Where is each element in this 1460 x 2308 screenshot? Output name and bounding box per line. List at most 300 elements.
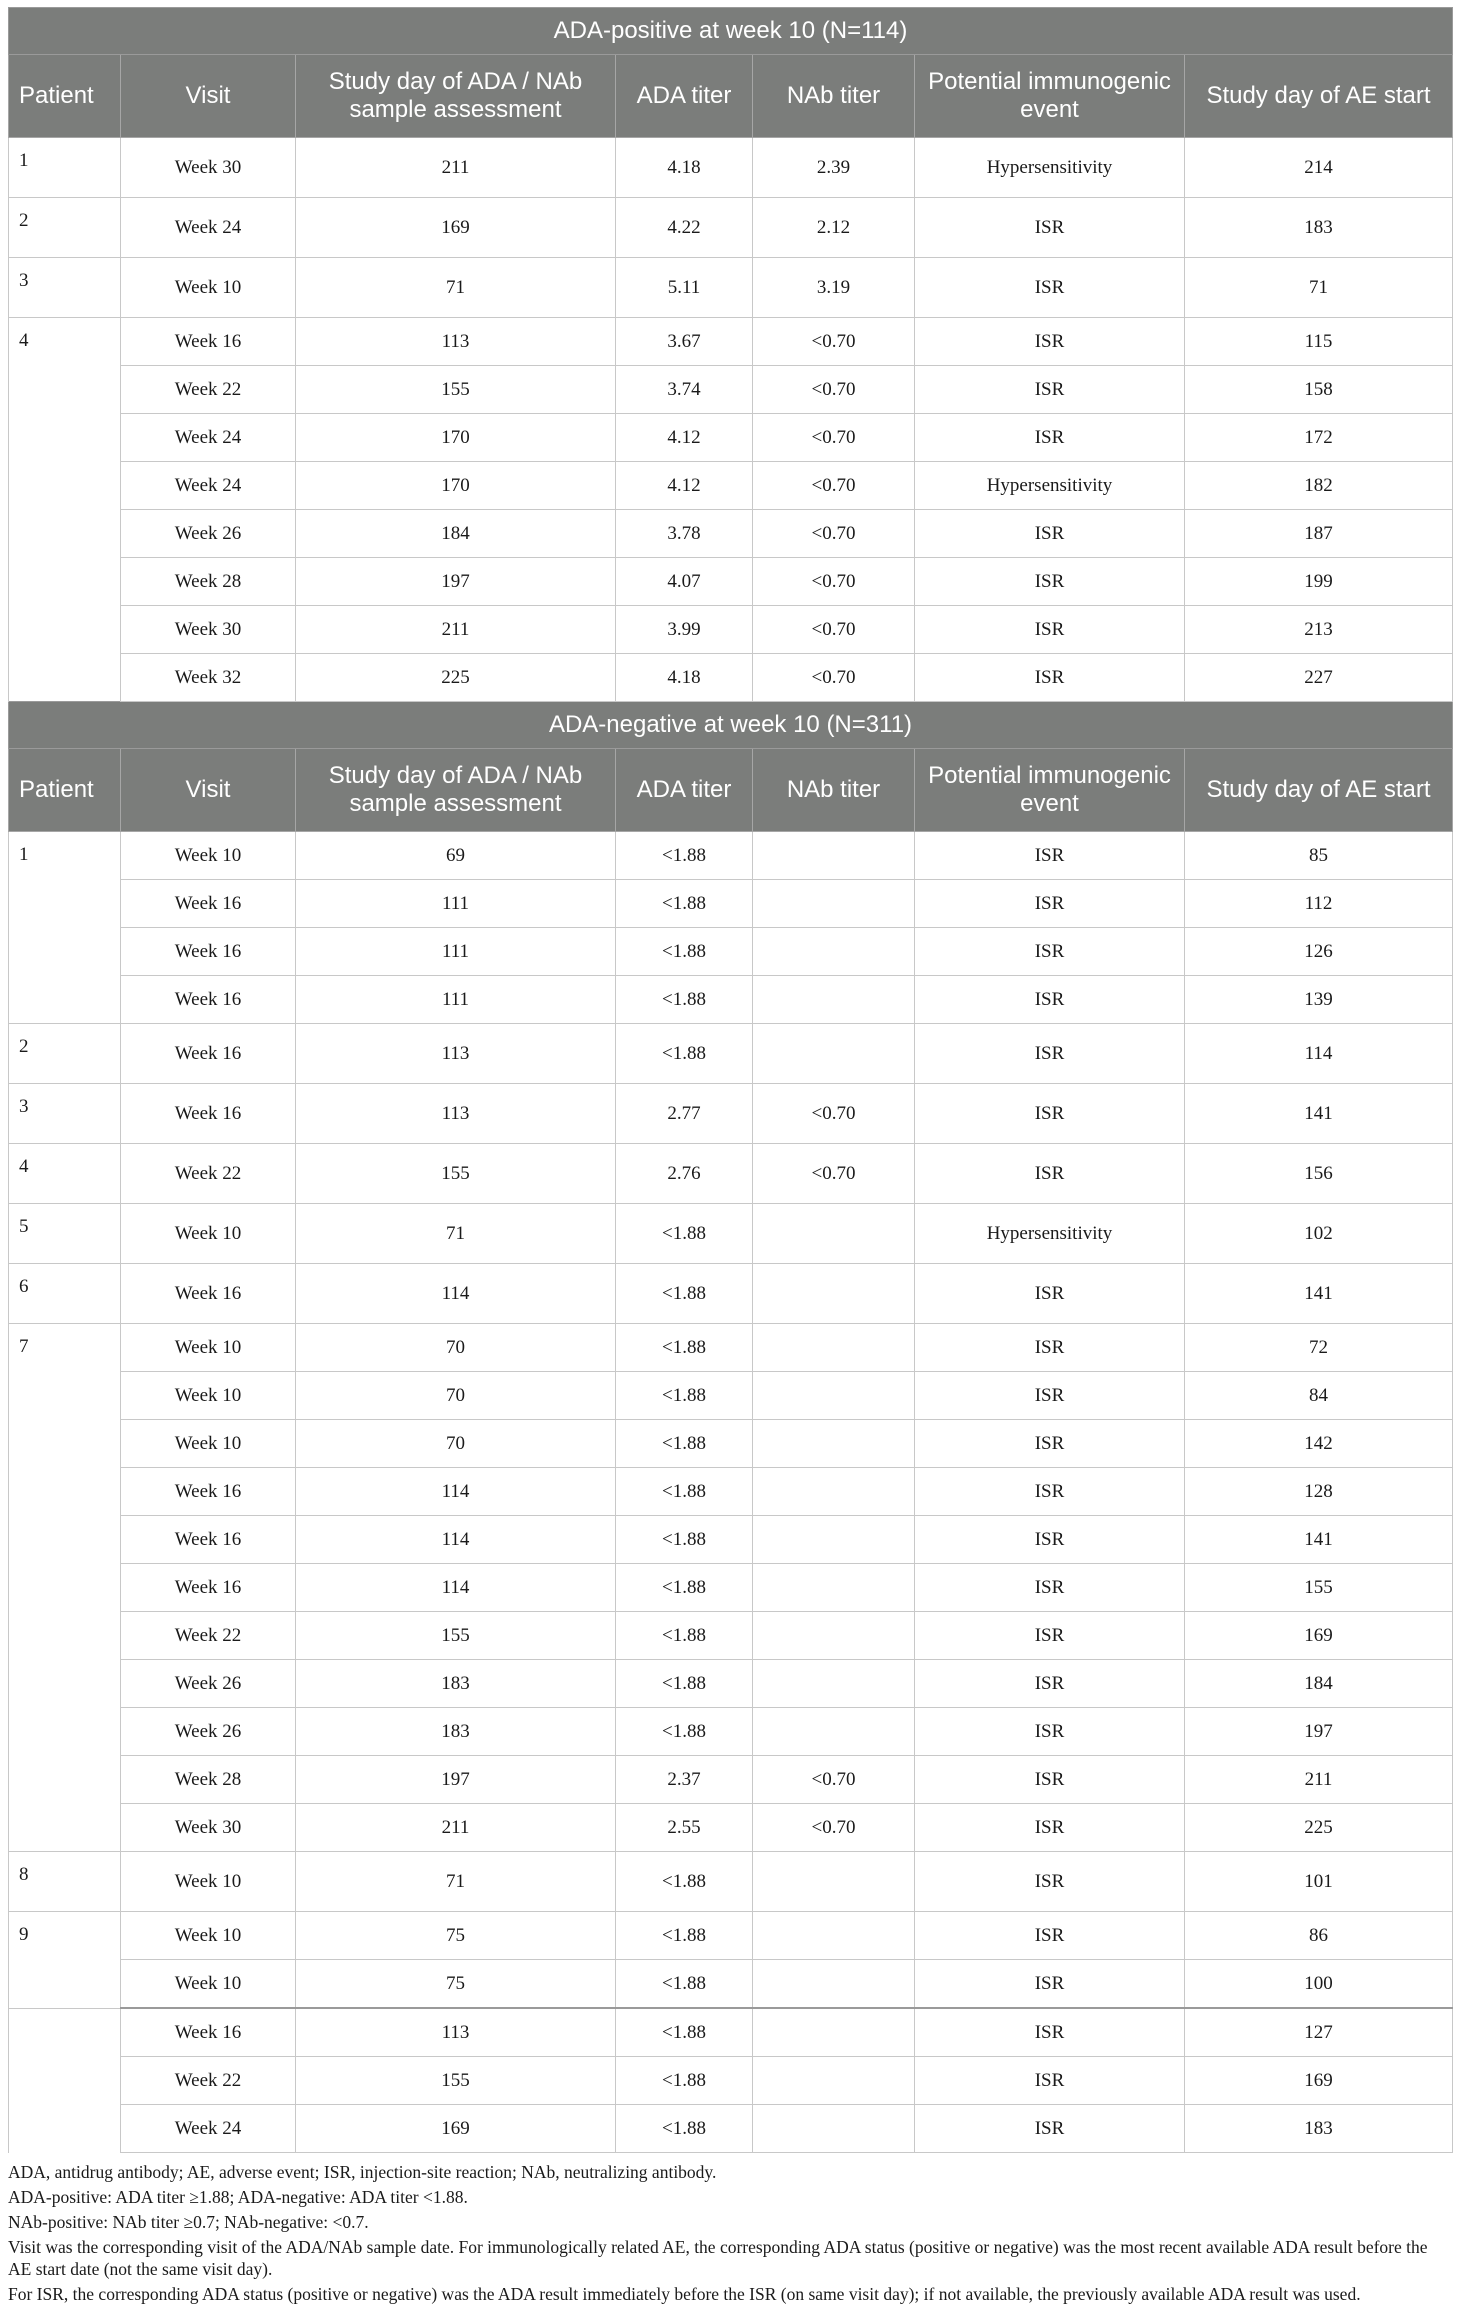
sample-day-cell: 211 (296, 1804, 616, 1852)
event-cell: ISR (915, 1144, 1185, 1204)
ada-titer-cell: <1.88 (616, 1372, 753, 1420)
table-row (9, 880, 1453, 928)
ae-start-cell: 155 (1185, 1564, 1453, 1612)
ae-start-cell: 183 (1185, 198, 1453, 258)
event-cell: ISR (915, 1372, 1185, 1420)
nab-titer-cell (753, 2057, 915, 2105)
visit-cell: Week 30 (121, 1804, 296, 1852)
visit-cell: Week 32 (121, 654, 296, 702)
ada-titer-cell: 2.76 (616, 1144, 753, 1204)
sample-day-cell: 169 (296, 198, 616, 258)
ae-start-cell: 101 (1185, 1852, 1453, 1912)
ae-start-cell: 156 (1185, 1144, 1453, 1204)
section-title-row (9, 8, 1453, 55)
table-row (9, 510, 1453, 558)
table-row (9, 1756, 1453, 1804)
table-row (9, 1912, 1453, 1960)
ae-start-cell: 71 (1185, 258, 1453, 318)
nab-titer-cell: <0.70 (753, 366, 915, 414)
table-row (9, 1264, 1453, 1324)
ada-titer-cell: <1.88 (616, 2008, 753, 2057)
event-cell: ISR (915, 1804, 1185, 1852)
sample-day-cell: 184 (296, 510, 616, 558)
sample-day-cell: 71 (296, 258, 616, 318)
section-title: ADA-positive at week 10 (N=114) (9, 8, 1453, 55)
patient-cell: 2 (9, 1024, 121, 1084)
patient-cell: 3 (9, 258, 121, 318)
visit-cell: Week 10 (121, 1852, 296, 1912)
sample-day-cell: 113 (296, 2008, 616, 2057)
event-cell: ISR (915, 1564, 1185, 1612)
column-header: Study day of ADA / NAb sample assessment (296, 55, 616, 138)
visit-cell: Week 22 (121, 1612, 296, 1660)
event-cell: ISR (915, 606, 1185, 654)
nab-titer-cell (753, 880, 915, 928)
sample-day-cell: 183 (296, 1660, 616, 1708)
ada-titer-cell: 2.37 (616, 1756, 753, 1804)
sample-day-cell: 75 (296, 1912, 616, 1960)
sample-day-cell: 211 (296, 138, 616, 198)
ada-titer-cell: 5.11 (616, 258, 753, 318)
footnote: For ISR, the corresponding ADA status (positive or negative) was the ADA result immediately before the ISR (on same visit day); if not available, the previously available ADA result was used. (8, 2284, 1361, 2304)
sample-day-cell: 225 (296, 654, 616, 702)
visit-cell: Week 16 (121, 976, 296, 1024)
ae-start-cell: 142 (1185, 1420, 1453, 1468)
event-cell: ISR (915, 976, 1185, 1024)
event-cell: ISR (915, 1324, 1185, 1372)
nab-titer-cell: 2.12 (753, 198, 915, 258)
sample-day-cell: 70 (296, 1372, 616, 1420)
table-row (9, 1204, 1453, 1264)
sample-day-cell: 113 (296, 318, 616, 366)
nab-titer-cell (753, 2008, 915, 2057)
nab-titer-cell (753, 1324, 915, 1372)
event-cell: ISR (915, 318, 1185, 366)
table-row (9, 1852, 1453, 1912)
nab-titer-cell (753, 832, 915, 880)
ada-titer-cell: <1.88 (616, 1960, 753, 2009)
footnote: Visit was the corresponding visit of the ADA/NAb sample date. For immunologically related AE, the corresponding ADA status (positive or negative) was the most recent available ADA result before the AE start date (not the same visit day). (8, 2237, 1428, 2279)
visit-cell: Week 24 (121, 414, 296, 462)
ae-start-cell: 214 (1185, 138, 1453, 198)
visit-cell: Week 16 (121, 880, 296, 928)
table-row (9, 1084, 1453, 1144)
table-row (9, 2008, 1453, 2057)
column-header-row (9, 55, 1453, 138)
visit-cell: Week 16 (121, 1264, 296, 1324)
ae-start-cell: 169 (1185, 2057, 1453, 2105)
sample-day-cell: 70 (296, 1324, 616, 1372)
sample-day-cell: 114 (296, 1516, 616, 1564)
patient-cell: 4 (9, 318, 121, 702)
sample-day-cell: 114 (296, 1564, 616, 1612)
ae-start-cell: 183 (1185, 2105, 1453, 2153)
table-row (9, 1960, 1453, 2009)
visit-cell: Week 16 (121, 1084, 296, 1144)
ada-titer-cell: 3.78 (616, 510, 753, 558)
column-header: Study day of AE start (1185, 749, 1453, 832)
nab-titer-cell: <0.70 (753, 462, 915, 510)
nab-titer-cell: <0.70 (753, 606, 915, 654)
nab-titer-cell (753, 928, 915, 976)
ae-start-cell: 100 (1185, 1960, 1453, 2009)
nab-titer-cell (753, 976, 915, 1024)
table-row (9, 414, 1453, 462)
visit-cell: Week 16 (121, 2008, 296, 2057)
ada-titer-cell: <1.88 (616, 1516, 753, 1564)
column-header: NAb titer (753, 749, 915, 832)
ada-titer-cell: <1.88 (616, 928, 753, 976)
patient-cell: 1 (9, 832, 121, 1024)
nab-titer-cell (753, 1912, 915, 1960)
sample-day-cell: 69 (296, 832, 616, 880)
table-row (9, 606, 1453, 654)
patient-cell: 6 (9, 1264, 121, 1324)
table-row (9, 1564, 1453, 1612)
footnote: ADA-positive: ADA titer ≥1.88; ADA-negative: ADA titer <1.88. (8, 2187, 468, 2207)
event-cell: Hypersensitivity (915, 1204, 1185, 1264)
column-header: Study day of AE start (1185, 55, 1453, 138)
table-row (9, 2105, 1453, 2153)
ada-titer-cell: <1.88 (616, 1204, 753, 1264)
ae-start-cell: 112 (1185, 880, 1453, 928)
nab-titer-cell: <0.70 (753, 510, 915, 558)
event-cell: ISR (915, 1084, 1185, 1144)
event-cell: ISR (915, 558, 1185, 606)
table-container (8, 7, 1452, 2308)
event-cell: ISR (915, 2008, 1185, 2057)
column-header-row (9, 749, 1453, 832)
sample-day-cell: 170 (296, 414, 616, 462)
event-cell: ISR (915, 2057, 1185, 2105)
event-cell: ISR (915, 654, 1185, 702)
nab-titer-cell: <0.70 (753, 558, 915, 606)
event-cell: ISR (915, 928, 1185, 976)
sample-day-cell: 183 (296, 1708, 616, 1756)
ada-titer-cell: <1.88 (616, 832, 753, 880)
patient-cell: 2 (9, 198, 121, 258)
visit-cell: Week 30 (121, 606, 296, 654)
patient-cell: 4 (9, 1144, 121, 1204)
ae-start-cell: 169 (1185, 1612, 1453, 1660)
nab-titer-cell: <0.70 (753, 414, 915, 462)
table-row (9, 1372, 1453, 1420)
sample-day-cell: 70 (296, 1420, 616, 1468)
nab-titer-cell (753, 1264, 915, 1324)
event-cell: ISR (915, 2105, 1185, 2153)
visit-cell: Week 24 (121, 198, 296, 258)
nab-titer-cell (753, 1468, 915, 1516)
ae-start-cell: 139 (1185, 976, 1453, 1024)
visit-cell: Week 22 (121, 1144, 296, 1204)
ada-titer-cell: <1.88 (616, 2057, 753, 2105)
ada-titer-cell: <1.88 (616, 1660, 753, 1708)
table-body (9, 8, 1453, 2153)
ae-start-cell: 126 (1185, 928, 1453, 976)
sample-day-cell: 111 (296, 928, 616, 976)
immunogenicity-table (8, 7, 1453, 2153)
visit-cell: Week 10 (121, 1960, 296, 2009)
event-cell: ISR (915, 1612, 1185, 1660)
ada-titer-cell: <1.88 (616, 1024, 753, 1084)
nab-titer-cell: <0.70 (753, 1084, 915, 1144)
visit-cell: Week 16 (121, 1468, 296, 1516)
table-row (9, 1420, 1453, 1468)
sample-day-cell: 155 (296, 1612, 616, 1660)
ada-titer-cell: 3.99 (616, 606, 753, 654)
ae-start-cell: 213 (1185, 606, 1453, 654)
patient-cell: 1 (9, 138, 121, 198)
patient-cell: 3 (9, 1084, 121, 1144)
ae-start-cell: 128 (1185, 1468, 1453, 1516)
table-row (9, 1468, 1453, 1516)
ada-titer-cell: <1.88 (616, 1708, 753, 1756)
column-header: Potential immunogenic event (915, 55, 1185, 138)
patient-cell: 5 (9, 1204, 121, 1264)
ada-titer-cell: 4.18 (616, 138, 753, 198)
ae-start-cell: 86 (1185, 1912, 1453, 1960)
ae-start-cell: 187 (1185, 510, 1453, 558)
ada-titer-cell: <1.88 (616, 1324, 753, 1372)
event-cell: ISR (915, 1852, 1185, 1912)
sample-day-cell: 155 (296, 1144, 616, 1204)
visit-cell: Week 26 (121, 510, 296, 558)
ae-start-cell: 182 (1185, 462, 1453, 510)
visit-cell: Week 24 (121, 2105, 296, 2153)
visit-cell: Week 10 (121, 1420, 296, 1468)
table-row (9, 1660, 1453, 1708)
nab-titer-cell (753, 1204, 915, 1264)
visit-cell: Week 10 (121, 832, 296, 880)
nab-titer-cell: <0.70 (753, 1756, 915, 1804)
ae-start-cell: 84 (1185, 1372, 1453, 1420)
visit-cell: Week 10 (121, 258, 296, 318)
nab-titer-cell (753, 1708, 915, 1756)
table-row (9, 1144, 1453, 1204)
ada-titer-cell: <1.88 (616, 1612, 753, 1660)
visit-cell: Week 16 (121, 1516, 296, 1564)
visit-cell: Week 30 (121, 138, 296, 198)
column-header: ADA titer (616, 55, 753, 138)
sample-day-cell: 113 (296, 1024, 616, 1084)
table-row (9, 1324, 1453, 1372)
visit-cell: Week 16 (121, 928, 296, 976)
table-row (9, 258, 1453, 318)
ae-start-cell: 141 (1185, 1264, 1453, 1324)
sample-day-cell: 114 (296, 1468, 616, 1516)
table-row (9, 928, 1453, 976)
sample-day-cell: 155 (296, 2057, 616, 2105)
visit-cell: Week 10 (121, 1912, 296, 1960)
nab-titer-cell: <0.70 (753, 1144, 915, 1204)
patient-cell (9, 2008, 121, 2153)
ae-start-cell: 227 (1185, 654, 1453, 702)
visit-cell: Week 10 (121, 1204, 296, 1264)
table-row (9, 462, 1453, 510)
footnotes (8, 2161, 1452, 2305)
ae-start-cell: 184 (1185, 1660, 1453, 1708)
ada-titer-cell: <1.88 (616, 1420, 753, 1468)
sample-day-cell: 71 (296, 1852, 616, 1912)
ae-start-cell: 141 (1185, 1516, 1453, 1564)
ada-titer-cell: <1.88 (616, 976, 753, 1024)
ada-titer-cell: <1.88 (616, 1852, 753, 1912)
event-cell: ISR (915, 1468, 1185, 1516)
ada-titer-cell: <1.88 (616, 1468, 753, 1516)
ada-titer-cell: 2.55 (616, 1804, 753, 1852)
sample-day-cell: 211 (296, 606, 616, 654)
visit-cell: Week 16 (121, 1024, 296, 1084)
sample-day-cell: 111 (296, 880, 616, 928)
ae-start-cell: 115 (1185, 318, 1453, 366)
table-row (9, 1024, 1453, 1084)
column-header: Potential immunogenic event (915, 749, 1185, 832)
ada-titer-cell: 4.12 (616, 462, 753, 510)
ada-titer-cell: <1.88 (616, 2105, 753, 2153)
event-cell: Hypersensitivity (915, 138, 1185, 198)
event-cell: ISR (915, 880, 1185, 928)
section-title: ADA-negative at week 10 (N=311) (9, 702, 1453, 749)
event-cell: ISR (915, 198, 1185, 258)
visit-cell: Week 26 (121, 1708, 296, 1756)
visit-cell: Week 26 (121, 1660, 296, 1708)
nab-titer-cell (753, 1852, 915, 1912)
event-cell: ISR (915, 366, 1185, 414)
ada-titer-cell: 4.12 (616, 414, 753, 462)
nab-titer-cell: <0.70 (753, 318, 915, 366)
sample-day-cell: 75 (296, 1960, 616, 2009)
section-title-row (9, 702, 1453, 749)
ada-titer-cell: <1.88 (616, 1564, 753, 1612)
nab-titer-cell (753, 1660, 915, 1708)
event-cell: ISR (915, 1660, 1185, 1708)
nab-titer-cell: 3.19 (753, 258, 915, 318)
footnote: NAb-positive: NAb titer ≥0.7; NAb-negative: <0.7. (8, 2212, 369, 2232)
nab-titer-cell: 2.39 (753, 138, 915, 198)
ada-titer-cell: 4.22 (616, 198, 753, 258)
event-cell: Hypersensitivity (915, 462, 1185, 510)
event-cell: ISR (915, 258, 1185, 318)
table-row (9, 558, 1453, 606)
sample-day-cell: 170 (296, 462, 616, 510)
ae-start-cell: 211 (1185, 1756, 1453, 1804)
nab-titer-cell (753, 1960, 915, 2009)
ae-start-cell: 158 (1185, 366, 1453, 414)
event-cell: ISR (915, 510, 1185, 558)
table-row (9, 1612, 1453, 1660)
event-cell: ISR (915, 1912, 1185, 1960)
event-cell: ISR (915, 1756, 1185, 1804)
sample-day-cell: 169 (296, 2105, 616, 2153)
table-row (9, 2057, 1453, 2105)
ada-titer-cell: <1.88 (616, 880, 753, 928)
table-row (9, 1804, 1453, 1852)
ae-start-cell: 197 (1185, 1708, 1453, 1756)
visit-cell: Week 22 (121, 366, 296, 414)
event-cell: ISR (915, 832, 1185, 880)
table-row (9, 1516, 1453, 1564)
column-header: Patient (9, 55, 121, 138)
ada-titer-cell: 4.07 (616, 558, 753, 606)
visit-cell: Week 22 (121, 2057, 296, 2105)
sample-day-cell: 155 (296, 366, 616, 414)
nab-titer-cell (753, 1612, 915, 1660)
sample-day-cell: 113 (296, 1084, 616, 1144)
ae-start-cell: 72 (1185, 1324, 1453, 1372)
nab-titer-cell: <0.70 (753, 654, 915, 702)
event-cell: ISR (915, 1960, 1185, 2009)
ae-start-cell: 199 (1185, 558, 1453, 606)
ae-start-cell: 114 (1185, 1024, 1453, 1084)
ada-titer-cell: 3.74 (616, 366, 753, 414)
nab-titer-cell (753, 1372, 915, 1420)
footnote: ADA, antidrug antibody; AE, adverse event; ISR, injection-site reaction; NAb, neutralizing antibody. (8, 2162, 717, 2182)
column-header: Study day of ADA / NAb sample assessment (296, 749, 616, 832)
patient-cell: 9 (9, 1912, 121, 2009)
column-header: Visit (121, 749, 296, 832)
visit-cell: Week 10 (121, 1324, 296, 1372)
nab-titer-cell (753, 1564, 915, 1612)
event-cell: ISR (915, 414, 1185, 462)
visit-cell: Week 28 (121, 558, 296, 606)
event-cell: ISR (915, 1708, 1185, 1756)
patient-cell: 8 (9, 1852, 121, 1912)
table-row (9, 1708, 1453, 1756)
visit-cell: Week 16 (121, 318, 296, 366)
sample-day-cell: 197 (296, 558, 616, 606)
nab-titer-cell (753, 1024, 915, 1084)
sample-day-cell: 114 (296, 1264, 616, 1324)
column-header: Patient (9, 749, 121, 832)
ae-start-cell: 85 (1185, 832, 1453, 880)
table-row (9, 138, 1453, 198)
table-row (9, 198, 1453, 258)
visit-cell: Week 28 (121, 1756, 296, 1804)
table-row (9, 832, 1453, 880)
ae-start-cell: 141 (1185, 1084, 1453, 1144)
nab-titer-cell (753, 1516, 915, 1564)
visit-cell: Week 16 (121, 1564, 296, 1612)
column-header: Visit (121, 55, 296, 138)
nab-titer-cell (753, 2105, 915, 2153)
ada-titer-cell: 3.67 (616, 318, 753, 366)
column-header: ADA titer (616, 749, 753, 832)
table-row (9, 654, 1453, 702)
ada-titer-cell: 2.77 (616, 1084, 753, 1144)
event-cell: ISR (915, 1264, 1185, 1324)
column-header: NAb titer (753, 55, 915, 138)
ae-start-cell: 225 (1185, 1804, 1453, 1852)
sample-day-cell: 197 (296, 1756, 616, 1804)
ada-titer-cell: <1.88 (616, 1912, 753, 1960)
table-row (9, 318, 1453, 366)
event-cell: ISR (915, 1024, 1185, 1084)
nab-titer-cell: <0.70 (753, 1804, 915, 1852)
nab-titer-cell (753, 1420, 915, 1468)
ae-start-cell: 127 (1185, 2008, 1453, 2057)
event-cell: ISR (915, 1420, 1185, 1468)
table-row (9, 366, 1453, 414)
ae-start-cell: 172 (1185, 414, 1453, 462)
table-row (9, 976, 1453, 1024)
visit-cell: Week 24 (121, 462, 296, 510)
ae-start-cell: 102 (1185, 1204, 1453, 1264)
event-cell: ISR (915, 1516, 1185, 1564)
ada-titer-cell: 4.18 (616, 654, 753, 702)
ada-titer-cell: <1.88 (616, 1264, 753, 1324)
patient-cell: 7 (9, 1324, 121, 1852)
sample-day-cell: 71 (296, 1204, 616, 1264)
